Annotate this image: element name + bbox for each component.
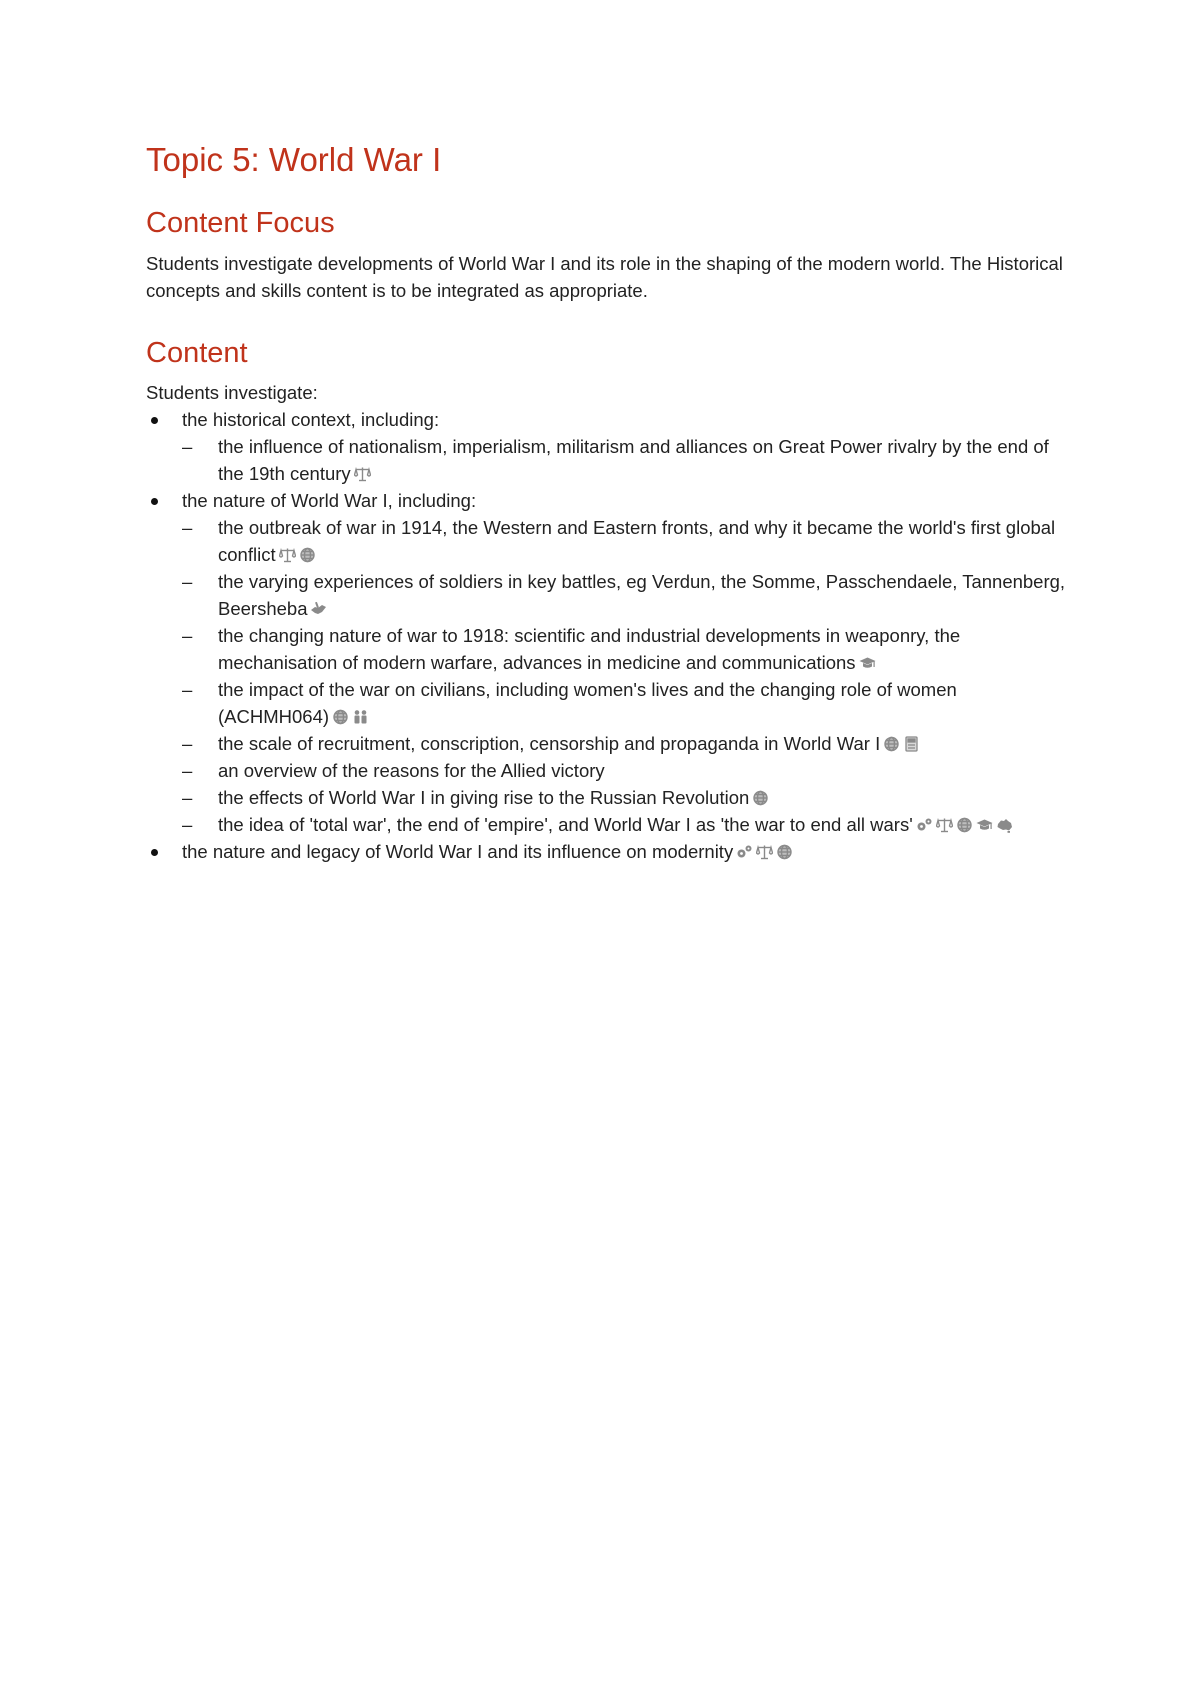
handshake-icon	[310, 601, 327, 617]
sub-list-item-text: the effects of World War I in giving rise to the Russian Revolution	[218, 787, 750, 809]
sub-list-item	[182, 757, 1066, 784]
list-item-text: the historical context, including:	[182, 409, 440, 431]
scales-icon	[279, 547, 296, 563]
list-item-text: the nature and legacy of World War I and its influence on modernity	[182, 841, 734, 863]
dash-marker: –	[182, 679, 193, 701]
sub-list-item	[182, 784, 1066, 811]
scales-icon	[354, 466, 371, 482]
dash-marker: –	[182, 814, 193, 836]
sub-list-item	[182, 730, 1066, 757]
globe-icon	[956, 817, 973, 833]
bullet-marker	[151, 417, 158, 424]
sub-list	[182, 514, 1066, 838]
content-focus-heading: Content Focus	[146, 206, 335, 239]
people-icon	[352, 709, 369, 725]
bullet-marker	[151, 849, 158, 856]
sub-list-item	[182, 676, 1066, 730]
list-item	[146, 838, 1066, 865]
sub-list-item	[182, 433, 1066, 487]
sub-list-item-text: the impact of the war on civilians, including women's lives and the changing role of women (ACHMH064)	[218, 679, 957, 728]
graduation-cap-icon	[859, 655, 876, 671]
list-item	[146, 487, 1066, 838]
sub-list	[182, 433, 1066, 487]
sub-list-item-text: an overview of the reasons for the Allied victory	[218, 760, 605, 782]
sub-list-item	[182, 811, 1066, 838]
globe-icon	[332, 709, 349, 725]
sub-list-item	[182, 514, 1066, 568]
dash-marker: –	[182, 760, 193, 782]
sub-list-item-text: the idea of 'total war', the end of 'empire', and World War I as 'the war to end all wars'	[218, 814, 913, 836]
dash-marker: –	[182, 517, 193, 539]
sub-list-item-text: the scale of recruitment, conscription, censorship and propaganda in World War I	[218, 733, 881, 755]
globe-icon	[752, 790, 769, 806]
scales-icon	[936, 817, 953, 833]
page-title: Topic 5: World War I	[146, 141, 442, 178]
scales-icon	[756, 844, 773, 860]
calculator-icon	[903, 736, 920, 752]
sub-list-item-text: the outbreak of war in 1914, the Western and Eastern fronts, and why it became the world's first global conflict	[218, 517, 1056, 566]
sub-list-item-text: the varying experiences of soldiers in key battles, eg Verdun, the Somme, Passchendaele, Tannenberg, Beersheba	[218, 571, 1066, 620]
globe-icon	[299, 547, 316, 563]
sub-list-item-text: the changing nature of war to 1918: scientific and industrial developments in weaponry, the mechanisation of modern warfare, advances in medicine and communications	[218, 625, 961, 674]
content-list	[146, 406, 1066, 865]
content-heading: Content	[146, 337, 248, 370]
dash-marker: –	[182, 625, 193, 647]
list-item	[146, 406, 1066, 487]
sub-list-item	[182, 568, 1066, 622]
sub-list-item	[182, 622, 1066, 676]
dash-marker: –	[182, 787, 193, 809]
gears-icon	[736, 844, 753, 860]
document-page	[146, 140, 1066, 865]
gears-icon	[916, 817, 933, 833]
list-item-text: the nature of World War I, including:	[182, 490, 477, 512]
content-intro: Students investigate:	[146, 382, 318, 404]
dash-marker: –	[182, 571, 193, 593]
australia-map-icon	[996, 817, 1013, 833]
dash-marker: –	[182, 733, 193, 755]
content-focus-paragraph: Students investigate developments of World War I and its role in the shaping of the modern world. The Historical concepts and skills content is to be integrated as appropriate.	[146, 253, 1063, 302]
globe-icon	[883, 736, 900, 752]
sub-list-item-text: the influence of nationalism, imperialism, militarism and alliances on Great Power rivalry by the end of the 19th century	[218, 436, 1049, 485]
globe-icon	[776, 844, 793, 860]
graduation-cap-icon	[976, 817, 993, 833]
dash-marker: –	[182, 436, 193, 458]
bullet-marker	[151, 498, 158, 505]
